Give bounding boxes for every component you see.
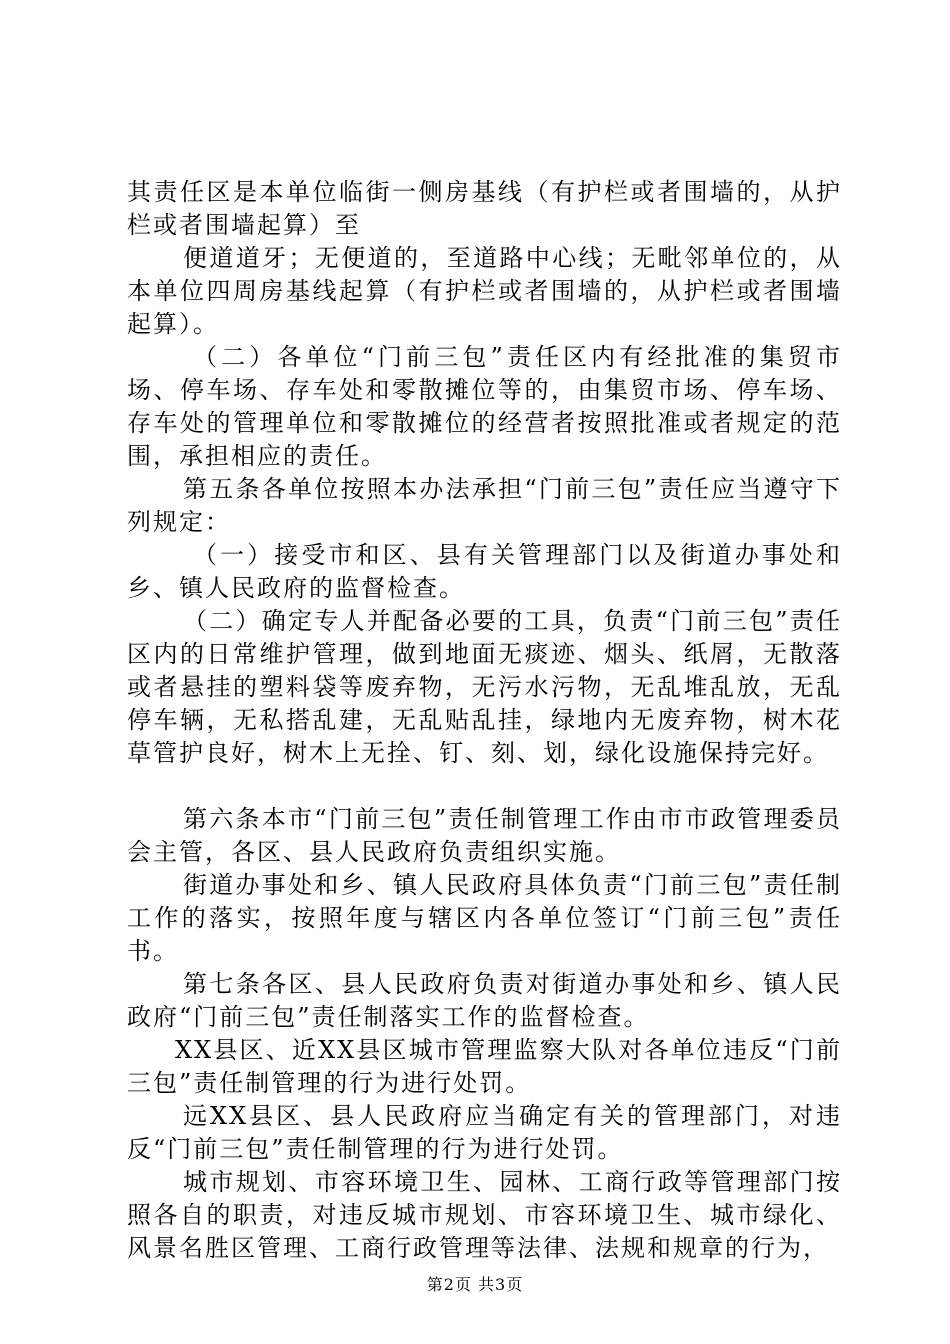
page-number-footer: 第2页 共3页 <box>426 1275 524 1294</box>
paragraph-article-6: 第六条本市“门前三包”责任制管理工作由市市政管理委员会主管，各区、县人民政府负责组织实施。 <box>127 805 842 866</box>
paragraph-management-departments: 城市规划、市容环境卫生、园林、工商行政等管理部门按照各自的职责，对违反城市规划、市容环境卫生、城市绿化、风景名胜区管理、工商行政管理等法律、法规和规章的行为， <box>127 1168 842 1262</box>
paragraph-inspection-brigade: XX县区、近XX县区城市管理监察大队对各单位违反“门前三包”责任制管理的行为进行处罚。 <box>127 1036 842 1097</box>
paragraph-remote-counties: 远XX县区、县人民政府应当确定有关的管理部门，对违反“门前三包”责任制管理的行为进行处罚。 <box>127 1102 842 1163</box>
paragraph-article-5-clause-1: （一）接受市和区、县有关管理部门以及街道办事处和乡、镇人民政府的监督检查。 <box>127 541 842 602</box>
document-body <box>127 176 842 1265</box>
paragraph-article-7: 第七条各区、县人民政府负责对街道办事处和乡、镇人民政府“门前三包”责任制落实工作的监督检查。 <box>127 970 842 1031</box>
paragraph-article-5: 第五条各单位按照本办法承担“门前三包”责任应当遵守下列规定： <box>127 475 842 536</box>
paragraph-street-offices: 街道办事处和乡、镇人民政府具体负责“门前三包”责任制工作的落实，按照年度与辖区内各单位签订“门前三包”责任书。 <box>127 871 842 965</box>
paragraph-sidewalk-boundary: 便道道牙；无便道的，至道路中心线；无毗邻单位的，从本单位四周房基线起算（有护栏或者围墙的，从护栏或者围墙起算）。 <box>127 244 842 338</box>
paragraph-responsibility-zone: 其责任区是本单位临街一侧房基线（有护栏或者围墙的，从护栏或者围墙起算）至 <box>127 178 842 239</box>
paragraph-clause-2-markets: （二）各单位“门前三包”责任区内有经批准的集贸市场、停车场、存车处和零散摊位等的，由集贸市场、停车场、存车处的管理单位和零散摊位的经营者按照批准或者规定的范围，承担相应的责任。 <box>127 343 842 470</box>
paragraph-article-5-clause-2: （二）确定专人并配备必要的工具，负责“门前三包”责任区内的日常维护管理，做到地面无痰迹、烟头、纸屑，无散落或者悬挂的塑料袋等废弃物，无污水污物，无乱堆乱放，无乱停车辆，无私搭乱建，无乱贴乱挂，绿地内无废弃物，树木花草管护良好，树木上无拴、钉、刻、划，绿化设施保持完好。 <box>127 607 842 767</box>
